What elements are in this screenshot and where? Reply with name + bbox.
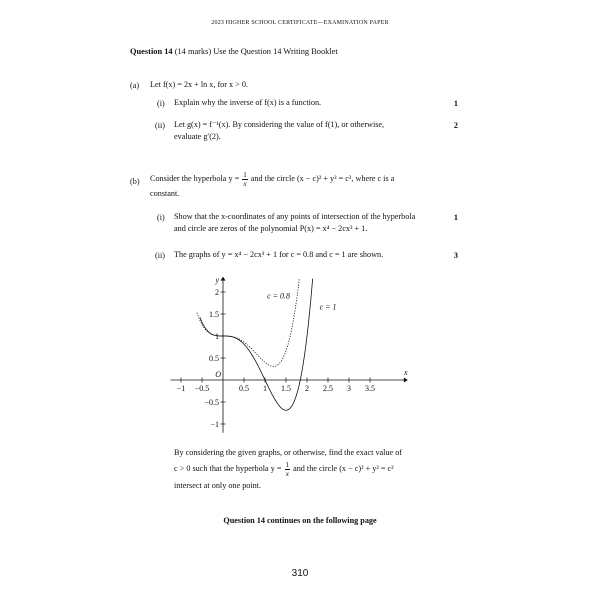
after-fraction: [285, 461, 291, 478]
part-b-ii-label: (ii): [155, 251, 166, 260]
continues-note: Question 14 continues on the following page: [223, 516, 377, 525]
y-tick-label: 1: [215, 332, 219, 341]
part-b-stem: [150, 170, 394, 188]
part-b-ii-text: The graphs of y = x⁴ − 2cx³ + 1 for c = 0.8 and c = 1 are shown.: [174, 250, 384, 259]
page-number: 310: [291, 568, 309, 579]
fraction-denominator: x: [243, 179, 247, 188]
part-a-i-label: (i): [157, 99, 165, 108]
x-tick-label: 3.5: [365, 384, 375, 393]
y-tick-label: 0.5: [209, 354, 219, 363]
part-a-stem: Let f(x) = 2x + ln x, for x > 0.: [150, 80, 248, 89]
part-b-stem-pre: Consider the hyperbola y =: [150, 174, 240, 183]
part-b-i-label: (i): [157, 213, 165, 222]
x-tick-label: 3: [347, 384, 351, 393]
part-b-i-line1: Show that the x-coordinates of any points of intersection of the hyperbola: [174, 212, 416, 221]
x-tick-label: 1: [263, 384, 267, 393]
x-tick-label: −1: [176, 384, 186, 393]
x-axis-label: x: [404, 368, 408, 377]
curve-annotation: c = 0.8: [267, 291, 291, 301]
after-line2-post: and the circle (x − c)² + y² = c²: [293, 464, 394, 473]
fraction-numerator: 1: [243, 170, 247, 179]
x-tick-label: 2.5: [323, 384, 333, 393]
y-tick-label: 2: [215, 288, 219, 297]
part-a-ii-line2: evaluate g′(2).: [174, 132, 221, 141]
part-b-ii-after-line3: intersect at only one point.: [174, 481, 262, 490]
x-tick-label: −0.5: [194, 384, 210, 393]
y-axis-arrow: [221, 277, 226, 281]
part-a-label: (a): [130, 81, 140, 90]
after-line2-pre: c > 0 such that the hyperbola y =: [174, 464, 282, 473]
part-a-ii-label: (ii): [155, 121, 166, 130]
part-a-ii-marks: 2: [453, 121, 458, 130]
part-b-i-marks: 1: [453, 213, 458, 222]
part-b-ii-marks: 3: [453, 251, 458, 260]
x-tick-label: 1.5: [281, 384, 291, 393]
polynomial-graph: [165, 262, 425, 440]
page-header: 2023 HIGHER SCHOOL CERTIFICATE—EXAMINATION PAPER: [211, 20, 389, 26]
y-tick-label: −1: [210, 420, 219, 429]
x-tick-label: 0.5: [239, 384, 249, 393]
part-a-i-text: Explain why the inverse of f(x) is a function.: [174, 98, 322, 107]
y-tick-label: 1.5: [209, 310, 219, 319]
curve-annotation: c = 1: [319, 302, 337, 312]
x-axis-arrow: [404, 378, 408, 383]
part-b-label: (b): [130, 177, 140, 186]
y-axis-label: y: [215, 275, 219, 285]
part-b-ii-after-line1: By considering the given graphs, or otherwise, find the exact value of: [174, 448, 403, 457]
part-a-i-marks: 1: [453, 99, 458, 108]
graph-labels: [177, 276, 408, 429]
question-instruction: Use the Question 14 Writing Booklet: [213, 47, 338, 56]
part-b-stem-post: and the circle (x − c)² + y² = c², where c is a: [250, 174, 395, 183]
part-b-i-line2: and circle are zeros of the polynomial P(x) = x⁴ − 2cx³ + 1.: [174, 224, 368, 233]
origin-label: O: [215, 370, 221, 379]
question-number: Question 14: [130, 47, 173, 56]
after-fraction-denominator: x: [285, 469, 289, 478]
part-b-fraction: [242, 171, 248, 188]
after-fraction-numerator: 1: [285, 460, 290, 469]
part-b-ii-after-line2: [174, 460, 394, 478]
y-tick-label: −0.5: [204, 398, 219, 407]
part-a-ii-line1: Let g(x) = f⁻¹(x). By considering the value of f(1), or otherwise,: [174, 120, 385, 129]
question-title: [130, 47, 338, 56]
x-tick-label: 2: [305, 384, 309, 393]
question-marks: (14 marks): [174, 47, 212, 56]
part-b-stem-line2: constant.: [150, 189, 180, 198]
